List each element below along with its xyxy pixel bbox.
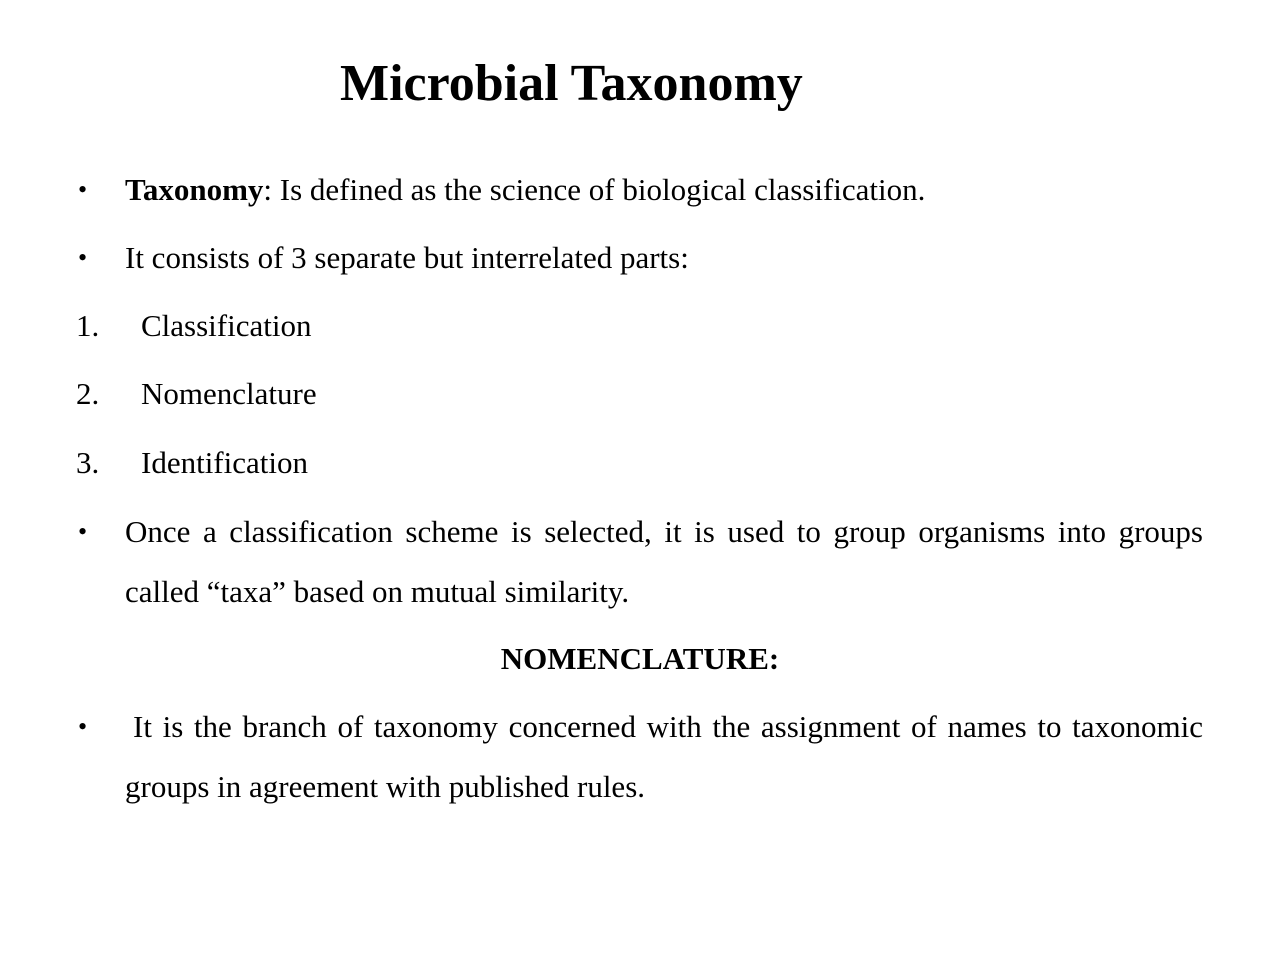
list-number: 2. <box>76 376 100 411</box>
list-item-text: Identification <box>141 445 308 480</box>
term-taxonomy: Taxonomy <box>125 172 264 207</box>
bullet-marker: • <box>78 712 88 741</box>
definition-text: : Is defined as the science of biological classification. <box>263 172 926 207</box>
list-number: 3. <box>76 445 100 480</box>
list-number: 1. <box>76 308 100 343</box>
bullet-text: It consists of 3 separate but interrelated parts: <box>125 240 689 275</box>
list-item-text: Classification <box>141 308 312 343</box>
section-heading-nomenclature: NOMENCLATURE: <box>500 641 780 676</box>
bullet-text <box>125 170 1203 210</box>
bullet-marker: • <box>78 243 88 272</box>
bullet-marker: • <box>78 517 88 546</box>
bullet-text: It is the branch of taxonomy concerned with the assignment of names to taxonomic groups in agreement with published rules. <box>125 709 1203 804</box>
bullet-marker: • <box>78 175 88 204</box>
bullet-text: Once a classification scheme is selected, it is used to group organisms into groups called “taxa” based on mutual similarity. <box>125 514 1203 609</box>
list-item-text: Nomenclature <box>141 376 317 411</box>
slide-title: Microbial Taxonomy <box>340 55 803 112</box>
